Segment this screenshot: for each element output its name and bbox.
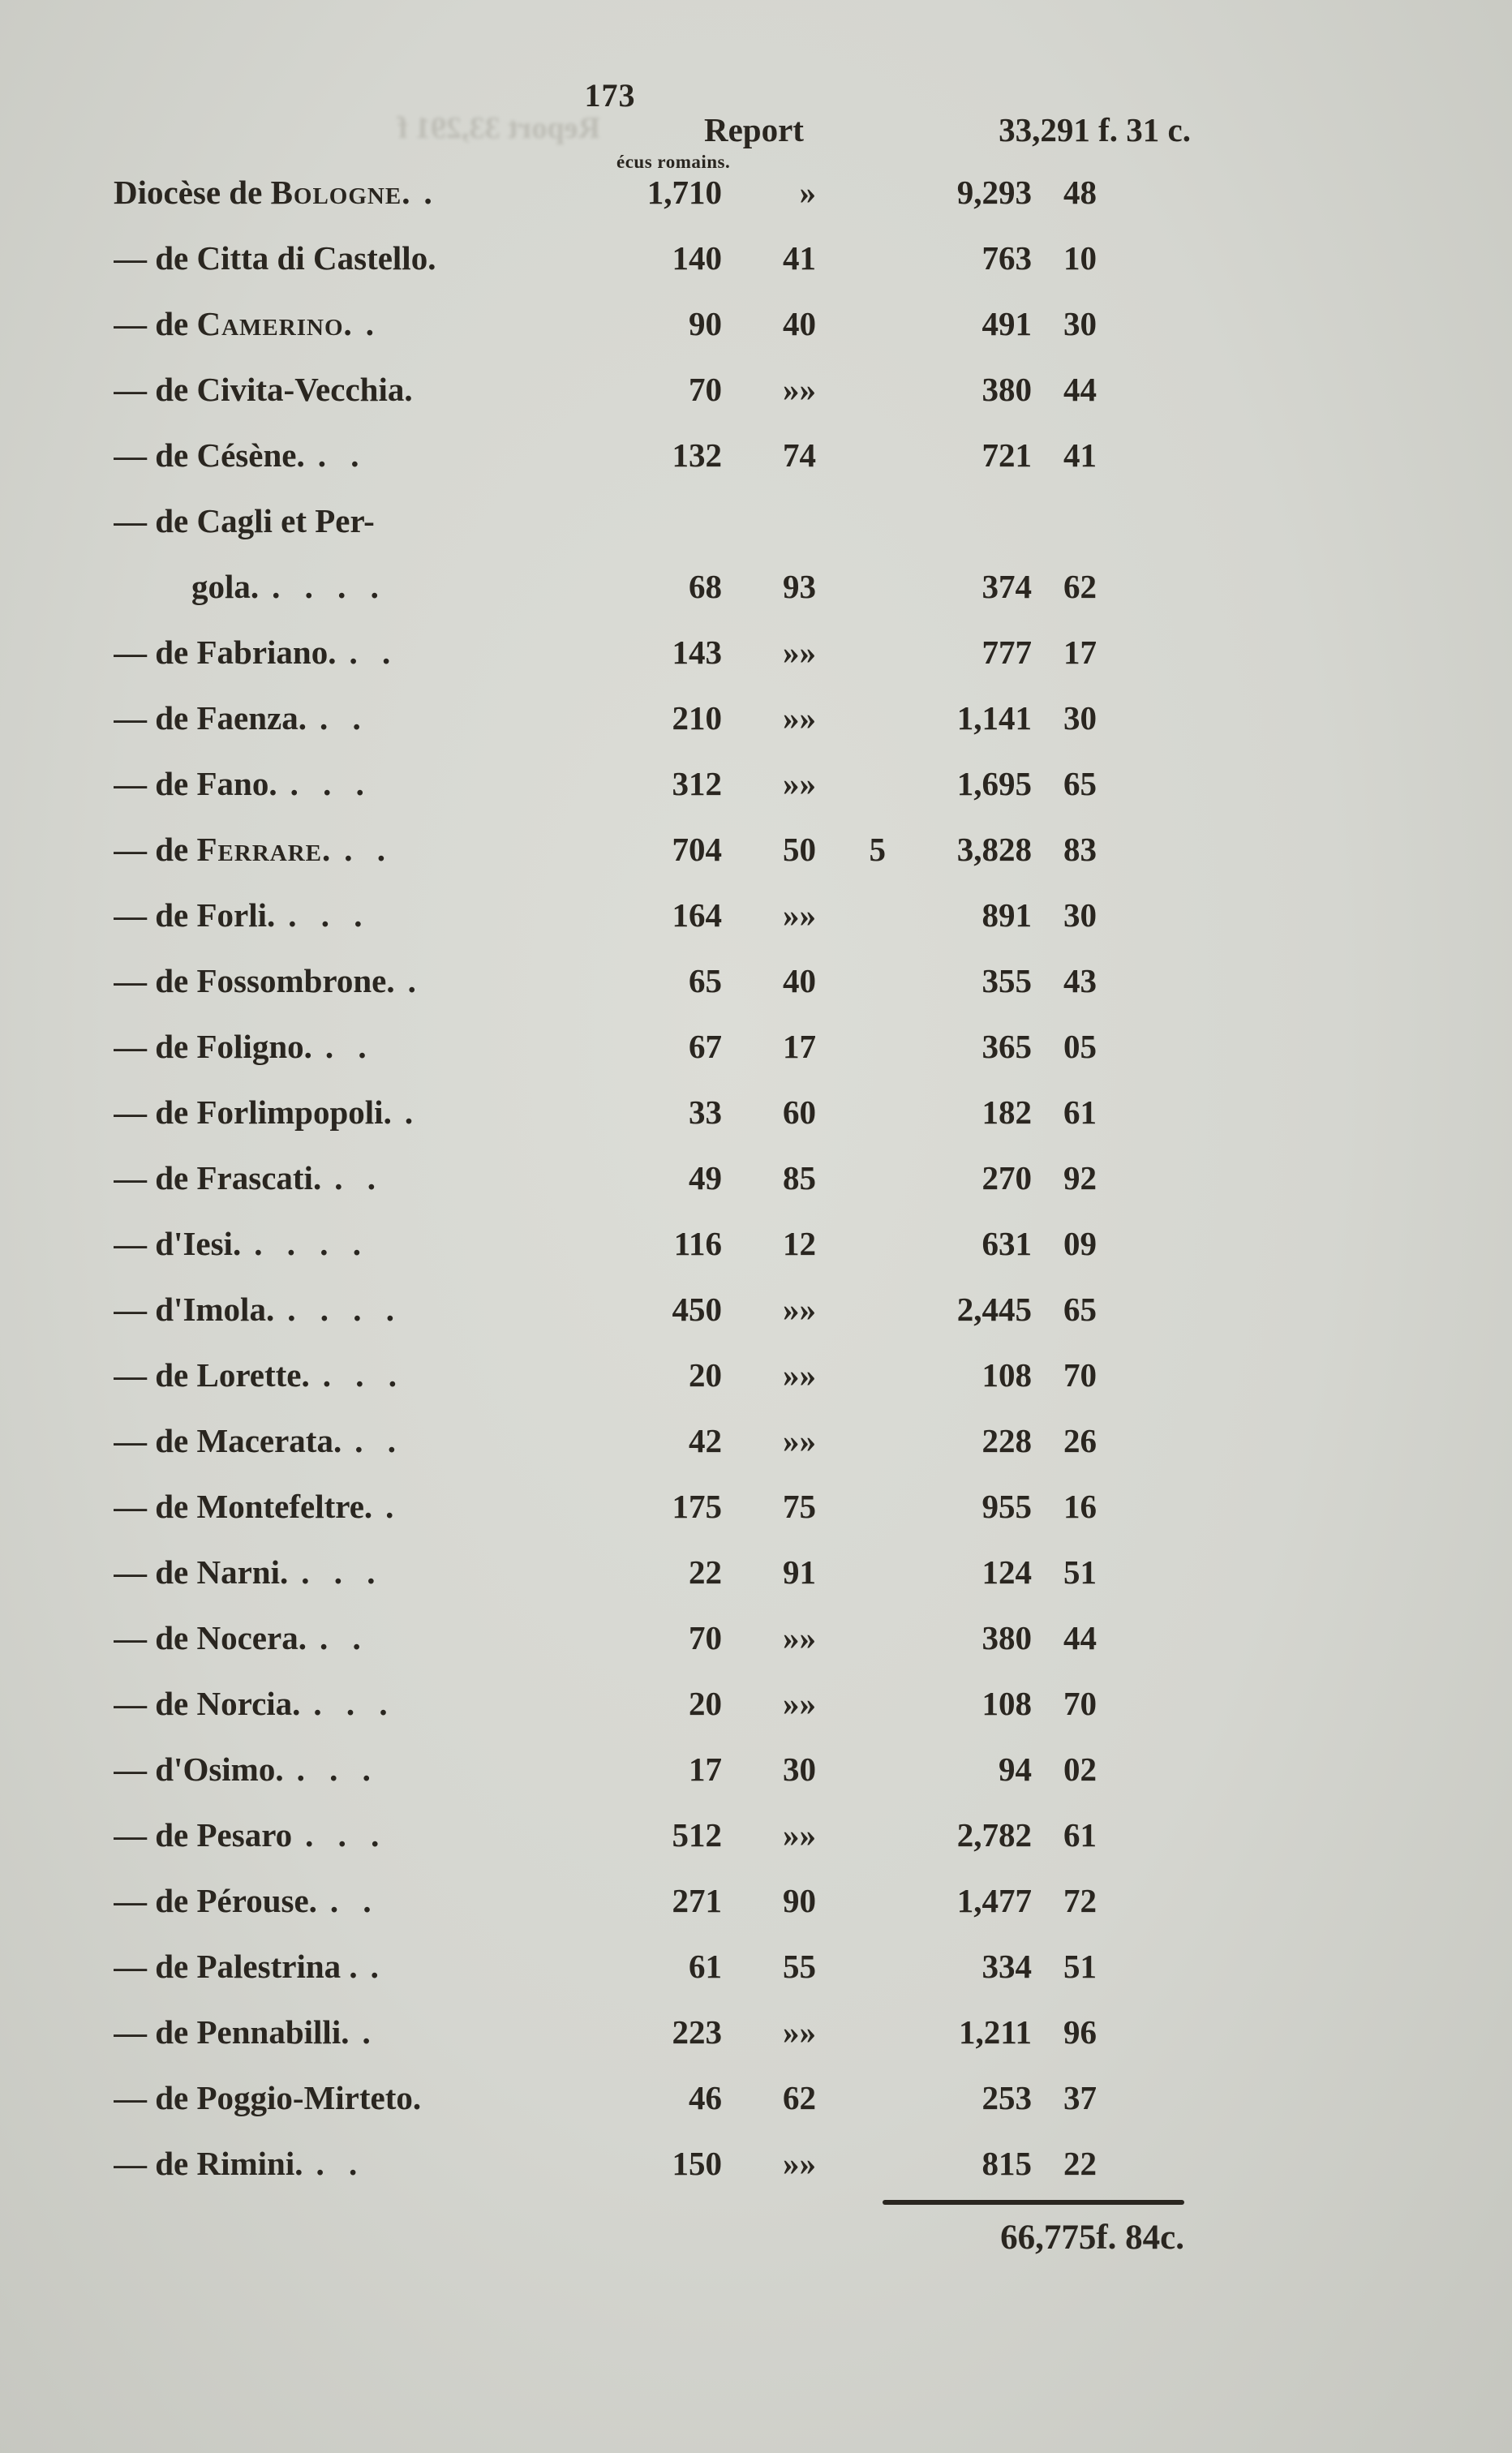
centimes-value: 17 <box>1063 633 1097 671</box>
ecus-value: 33 <box>689 1093 722 1131</box>
leader-dots: . . <box>324 1027 375 1065</box>
ecus-cents-value: 85 <box>783 1158 816 1196</box>
centimes-value: 62 <box>1063 567 1097 605</box>
diocese-name <box>114 1881 600 1920</box>
diocese-name-text: — de Fano. <box>114 764 277 802</box>
diocese-name-text: — de Fabriano. <box>114 633 337 671</box>
ecus-cents-value: 62 <box>783 2078 816 2116</box>
ecus-cents-value: 74 <box>783 436 816 474</box>
diocese-name-text: — de Montefeltre. <box>114 1487 373 1525</box>
leader-dots: . . <box>316 2144 366 2182</box>
table-row <box>114 1145 1097 1210</box>
diocese-name <box>114 2078 600 2117</box>
ecus-cents-value: 60 <box>783 1093 816 1131</box>
francs-value: 334 <box>982 1947 1032 1985</box>
francs-value: 1,211 <box>959 2013 1032 2051</box>
ecus-cents-value: »» <box>783 1684 816 1722</box>
diocese-name <box>114 1618 600 1657</box>
centimes-value: 65 <box>1063 764 1097 802</box>
leader-dots: . <box>385 1487 402 1525</box>
ecus-cents-value: 41 <box>783 238 816 277</box>
leader-dots: . . . <box>288 896 371 934</box>
diocese-name <box>114 961 600 1000</box>
francs-value: 9,293 <box>956 173 1032 211</box>
centimes-value: 16 <box>1063 1487 1097 1525</box>
leader-dots: . . <box>320 698 369 737</box>
leader-dots: . . <box>349 633 399 671</box>
table-row <box>114 1736 1097 1802</box>
diocese-name-text: — de Frascati. <box>114 1158 322 1196</box>
ecus-value: 140 <box>672 238 722 277</box>
table-row <box>114 225 1097 290</box>
diocese-name <box>114 698 600 737</box>
ecus-value: 20 <box>689 1355 722 1394</box>
francs-value: 270 <box>982 1158 1032 1196</box>
table-row <box>114 1605 1097 1670</box>
diocese-name <box>114 436 600 475</box>
ecus-cents-value: 91 <box>783 1553 816 1591</box>
ecus-cents-value: »» <box>783 1421 816 1459</box>
ecus-cents-value: »» <box>783 1815 816 1854</box>
diocese-name <box>114 1487 600 1526</box>
ecus-value: 143 <box>672 633 722 671</box>
leader-dots: . <box>370 1947 387 1985</box>
ecus-value: 450 <box>672 1290 722 1328</box>
table-row <box>114 750 1097 816</box>
diocese-name-text: — de Pérouse. <box>114 1881 317 1919</box>
diocese-name <box>114 1093 600 1132</box>
leader-dots: . . . <box>296 1750 379 1788</box>
diocese-name <box>114 1947 600 1986</box>
ecus-cents-value: »» <box>783 370 816 408</box>
table-row <box>114 2064 1097 2130</box>
ecus-cents-value: 40 <box>783 304 816 342</box>
centimes-value: 30 <box>1063 304 1097 342</box>
diocese-name <box>114 304 600 343</box>
diocese-name-text: — de Poggio-Mirteto. <box>114 2078 422 2116</box>
centimes-value: 61 <box>1063 1815 1097 1854</box>
diocese-name-text: — de Nocera. <box>114 1618 307 1656</box>
francs-value: 253 <box>982 2078 1032 2116</box>
francs-value: 380 <box>982 370 1032 408</box>
francs-value: 763 <box>982 238 1032 277</box>
ecus-value: 70 <box>689 1618 722 1656</box>
extra-digit: 5 <box>869 830 886 868</box>
ecus-cents-value: »» <box>783 698 816 737</box>
diocese-name-text: — d'Imola. <box>114 1290 275 1328</box>
centimes-value: 70 <box>1063 1355 1097 1394</box>
diocese-name <box>114 1158 600 1197</box>
table-row <box>114 1342 1097 1407</box>
ecus-cents-value: 12 <box>783 1224 816 1262</box>
ecus-value: 1,710 <box>646 173 722 211</box>
ecus-value: 61 <box>689 1947 722 1985</box>
diocese-name-text: — de Cagli et Per- <box>114 501 375 539</box>
diocese-name <box>114 1290 600 1329</box>
diocese-name <box>114 1684 600 1723</box>
table-row <box>114 1276 1097 1342</box>
diocese-name <box>114 238 600 277</box>
ecus-value: 175 <box>672 1487 722 1525</box>
ecus-value: 67 <box>689 1027 722 1065</box>
diocese-name-text: — de Lorette. <box>114 1355 310 1394</box>
diocese-name-text: — de Rimini. <box>114 2144 303 2182</box>
diocese-name-smallcaps: Ferrare. <box>196 830 332 868</box>
ecus-value: 17 <box>689 1750 722 1788</box>
table-row <box>114 1933 1097 1999</box>
centimes-value: 05 <box>1063 1027 1097 1065</box>
ecus-value: 164 <box>672 896 722 934</box>
francs-value: 1,695 <box>956 764 1032 802</box>
francs-value: 94 <box>999 1750 1032 1788</box>
total-rule <box>883 2200 1184 2205</box>
francs-value: 815 <box>982 2144 1032 2182</box>
ecus-cents-value: »» <box>783 2013 816 2051</box>
diocese-name-text: — de Faenza. <box>114 698 307 737</box>
table-row <box>114 356 1097 422</box>
ecus-value: 49 <box>689 1158 722 1196</box>
table-row <box>114 685 1097 750</box>
ecus-cents-value: 50 <box>783 830 816 868</box>
diocese-name-text: — d'Iesi. <box>114 1224 242 1262</box>
report-label: Report <box>704 111 804 148</box>
ecus-value: 150 <box>672 2144 722 2182</box>
leader-dots: . . <box>344 830 394 868</box>
francs-value: 2,782 <box>956 1815 1032 1854</box>
francs-value: 955 <box>982 1487 1032 1525</box>
ecus-cents-value: 55 <box>783 1947 816 1985</box>
table-row <box>114 2130 1097 2196</box>
francs-value: 891 <box>982 896 1032 934</box>
ecus-value: 223 <box>672 2013 722 2051</box>
table-row <box>114 1079 1097 1145</box>
centimes-value: 41 <box>1063 436 1097 474</box>
ecus-value: 132 <box>672 436 722 474</box>
diocese-name-text: — de Citta di Castello. <box>114 238 436 277</box>
diocese-name <box>114 2013 600 2051</box>
centimes-value: 72 <box>1063 1881 1097 1919</box>
centimes-value: 02 <box>1063 1750 1097 1788</box>
table-row <box>114 1867 1097 1933</box>
ecus-value: 20 <box>689 1684 722 1722</box>
centimes-value: 22 <box>1063 2144 1097 2182</box>
table-row <box>114 1999 1097 2064</box>
diocese-name-text: — de Forli. <box>114 896 276 934</box>
ecus-value: 65 <box>689 961 722 999</box>
leader-dots: . <box>365 304 382 342</box>
table-row <box>114 1670 1097 1736</box>
diocese-name-text: — de Narni. <box>114 1553 289 1591</box>
table-row <box>114 1013 1097 1079</box>
ecus-cents-value: » <box>799 173 816 211</box>
ecus-cents-value: 17 <box>783 1027 816 1065</box>
centimes-value: 92 <box>1063 1158 1097 1196</box>
leader-dots: . . <box>319 1618 369 1656</box>
centimes-value: 96 <box>1063 2013 1097 2051</box>
centimes-value: 43 <box>1063 961 1097 999</box>
diocese-table <box>114 159 1097 2196</box>
report-carried-forward-value: 33,291 f. 31 c. <box>999 111 1191 148</box>
ecus-cents-value: »» <box>783 2144 816 2182</box>
table-row <box>114 1210 1097 1276</box>
centimes-value: 44 <box>1063 1618 1097 1656</box>
diocese-name <box>114 1421 600 1460</box>
francs-value: 228 <box>982 1421 1032 1459</box>
francs-value: 355 <box>982 961 1032 999</box>
francs-value: 108 <box>982 1684 1032 1722</box>
ecus-cents-value: 93 <box>783 567 816 605</box>
leader-dots: . . . . <box>272 567 387 605</box>
ecus-value: 22 <box>689 1553 722 1591</box>
ecus-cents-value: »» <box>783 1355 816 1394</box>
diocese-name <box>114 173 600 212</box>
ecus-value: 70 <box>689 370 722 408</box>
ecus-cents-value: 90 <box>783 1881 816 1919</box>
ecus-cents-value: 30 <box>783 1750 816 1788</box>
table-row <box>114 1802 1097 1867</box>
centimes-value: 61 <box>1063 1093 1097 1131</box>
centimes-value: 09 <box>1063 1224 1097 1262</box>
diocese-name-text: Diocèse de <box>114 173 271 211</box>
diocese-name-text: — de Macerata. <box>114 1421 342 1459</box>
francs-value: 124 <box>982 1553 1032 1591</box>
leader-dots: . . . . <box>254 1224 369 1262</box>
francs-value: 108 <box>982 1355 1032 1394</box>
centimes-value: 51 <box>1063 1553 1097 1591</box>
diocese-name-text: — de Palestrina . <box>114 1947 358 1985</box>
francs-value: 2,445 <box>956 1290 1032 1328</box>
leader-dots: . <box>404 1093 422 1131</box>
leader-dots: . . . <box>301 1553 384 1591</box>
diocese-name <box>114 370 600 409</box>
diocese-name <box>114 896 600 934</box>
diocese-name-text: — de Civita-Vecchia. <box>114 370 413 408</box>
francs-value: 631 <box>982 1224 1032 1262</box>
leader-dots: . . <box>354 1421 404 1459</box>
centimes-value: 70 <box>1063 1684 1097 1722</box>
diocese-name-smallcaps: Bologne. <box>270 173 411 211</box>
ink-bleed-artifact: Report 33,291 f <box>397 111 600 145</box>
ecus-cents-value: 40 <box>783 961 816 999</box>
leader-dots: . . . <box>322 1355 406 1394</box>
diocese-name-text: — de <box>114 830 197 868</box>
diocese-name <box>114 1355 600 1394</box>
ecus-value: 90 <box>689 304 722 342</box>
table-row <box>114 1473 1097 1539</box>
francs-value: 1,477 <box>956 1881 1032 1919</box>
francs-value: 3,828 <box>956 830 1032 868</box>
centimes-value: 30 <box>1063 896 1097 934</box>
centimes-value: 10 <box>1063 238 1097 277</box>
table-row <box>114 488 1097 553</box>
table-row <box>114 947 1097 1013</box>
ecus-value: 68 <box>689 567 722 605</box>
ecus-cents-value: »» <box>783 1618 816 1656</box>
ecus-value: 42 <box>689 1421 722 1459</box>
table-row <box>114 422 1097 488</box>
francs-value: 1,141 <box>956 698 1032 737</box>
table-row <box>114 1539 1097 1605</box>
ecus-value: 116 <box>673 1224 722 1262</box>
leader-dots: . <box>407 961 424 999</box>
leader-dots: . . . . <box>287 1290 402 1328</box>
francs-value: 721 <box>982 436 1032 474</box>
diocese-name-smallcaps: Camerino. <box>196 304 353 342</box>
francs-value: 365 <box>982 1027 1032 1065</box>
ecus-value: 704 <box>672 830 722 868</box>
leader-dots: . <box>423 173 440 211</box>
francs-value: 182 <box>982 1093 1032 1131</box>
centimes-value: 37 <box>1063 2078 1097 2116</box>
diocese-name-text: — d'Osimo. <box>114 1750 284 1788</box>
leader-dots: . . <box>329 1881 380 1919</box>
ecus-cents-value: »» <box>783 896 816 934</box>
diocese-name <box>114 830 600 869</box>
centimes-value: 44 <box>1063 370 1097 408</box>
ecus-value: 46 <box>689 2078 722 2116</box>
page-number: 173 <box>584 77 636 114</box>
francs-value: 777 <box>982 633 1032 671</box>
table-row <box>114 882 1097 947</box>
diocese-name <box>114 1750 600 1789</box>
table-row <box>114 619 1097 685</box>
diocese-name-text: — de Pennabilli. <box>114 2013 350 2051</box>
diocese-name-text: — de Norcia. <box>114 1684 301 1722</box>
table-row <box>114 553 1097 619</box>
leader-dots: . . . <box>305 1815 388 1854</box>
diocese-name <box>114 567 600 606</box>
grand-total: 66,775f. 84c. <box>1000 2219 1184 2257</box>
ecus-value: 210 <box>672 698 722 737</box>
diocese-name <box>114 1815 600 1854</box>
centimes-value: 30 <box>1063 698 1097 737</box>
ecus-cents-value: 75 <box>783 1487 816 1525</box>
diocese-name <box>114 501 600 540</box>
centimes-value: 48 <box>1063 173 1097 211</box>
ecus-value: 312 <box>672 764 722 802</box>
diocese-name <box>114 1027 600 1066</box>
diocese-name <box>114 1224 600 1263</box>
ecus-value: 271 <box>672 1881 722 1919</box>
leader-dots: . . . <box>313 1684 396 1722</box>
table-row <box>114 1407 1097 1473</box>
diocese-name <box>114 2144 600 2183</box>
leader-dots: . . <box>334 1158 384 1196</box>
diocese-name <box>114 764 600 803</box>
diocese-name-text: — de Césène. <box>114 436 305 474</box>
leader-dots: . . . <box>290 764 372 802</box>
diocese-name-text: — de <box>114 304 197 342</box>
diocese-name <box>114 633 600 672</box>
diocese-name-text: gola. <box>191 567 260 605</box>
leader-dots: . . <box>317 436 367 474</box>
ecus-cents-value: »» <box>783 1290 816 1328</box>
francs-value: 380 <box>982 1618 1032 1656</box>
diocese-name <box>114 1553 600 1592</box>
ecus-value: 512 <box>672 1815 722 1854</box>
currency-column-note: écus romains. <box>616 152 731 172</box>
centimes-value: 65 <box>1063 1290 1097 1328</box>
francs-value: 374 <box>982 567 1032 605</box>
table-row <box>114 290 1097 356</box>
diocese-name-text: — de Pesaro <box>114 1815 293 1854</box>
centimes-value: 83 <box>1063 830 1097 868</box>
ecus-cents-value: »» <box>783 633 816 671</box>
diocese-name-text: — de Foligno. <box>114 1027 312 1065</box>
ecus-cents-value: »» <box>783 764 816 802</box>
table-row <box>114 816 1097 882</box>
centimes-value: 51 <box>1063 1947 1097 1985</box>
francs-value: 491 <box>982 304 1032 342</box>
table-row <box>114 159 1097 225</box>
leader-dots: . <box>362 2013 379 2051</box>
centimes-value: 26 <box>1063 1421 1097 1459</box>
diocese-name-text: — de Forlimpopoli. <box>114 1093 392 1131</box>
diocese-name-text: — de Fossombrone. <box>114 961 395 999</box>
